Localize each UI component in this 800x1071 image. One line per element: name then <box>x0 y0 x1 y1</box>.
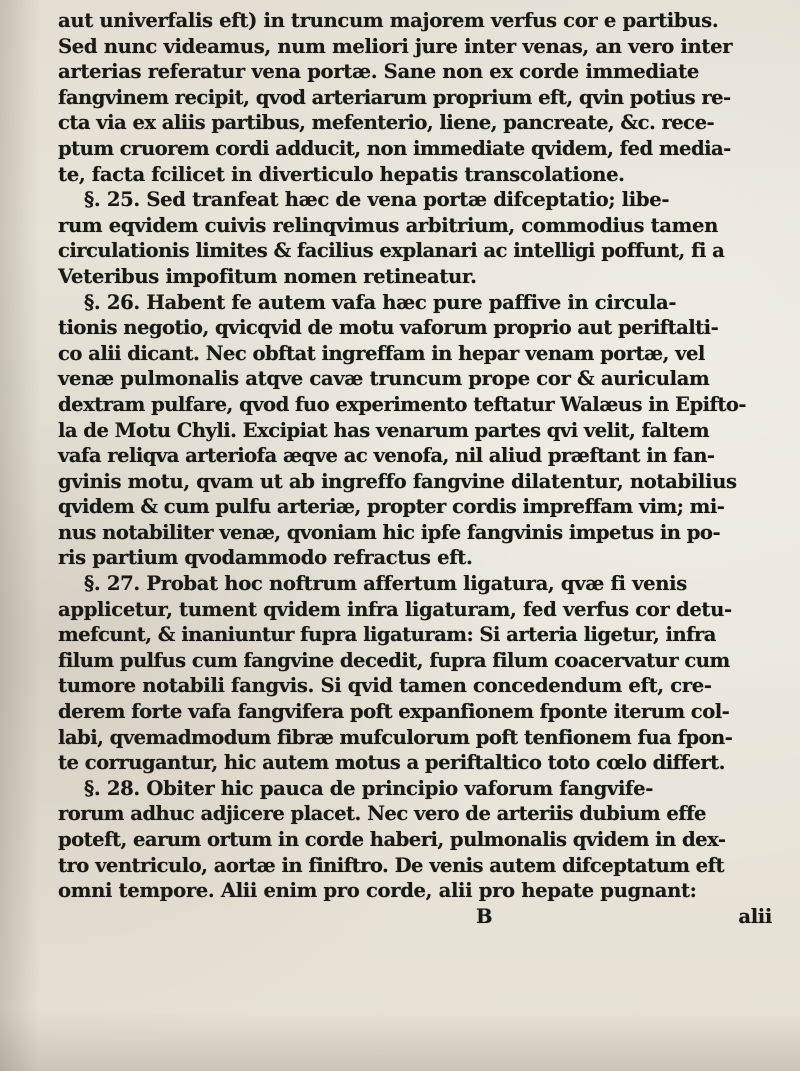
signature-line <box>58 904 780 930</box>
text-line: omni tempore. Alii enim pro corde, alii pro hepate pugnant: <box>58 879 697 903</box>
text-line: ptum cruorem cordi adducit, non immediate qvidem, fed media- <box>58 136 731 160</box>
text-line: co alii dicant. Nec obftat ingreffam in hepar venam portæ, vel <box>58 341 705 365</box>
text-line: tionis negotio, qvicqvid de motu vaforum proprio aut periftalti- <box>58 316 719 340</box>
text-line: qvidem & cum pulfu arteriæ, propter cordis impreffam vim; mi- <box>58 495 725 519</box>
text-line: fangvinem recipit, qvod arteriarum proprium eft, qvin potius re- <box>58 85 731 109</box>
signature-mark: B <box>476 904 493 928</box>
text-line: arterias referatur vena portæ. Sane non ex corde immediate <box>58 60 699 84</box>
text-line: la de Motu Chyli. Excipiat has venarum partes qvi velit, faltem <box>58 418 710 442</box>
text-line: mefcunt, & inaniuntur fupra ligaturam: Si arteria ligetur, infra <box>58 623 716 647</box>
text-line: aut univerfalis eft) in truncum majorem verfus cor e partibus. <box>58 9 719 32</box>
text-line: tumore notabili fangvis. Si qvid tamen concedendum eft, cre- <box>58 674 712 698</box>
page-gutter-shadow <box>0 0 40 1071</box>
text-line: circulationis limites & facilius explanari ac intelligi poffunt, fi a <box>58 239 725 263</box>
text-line: labi, qvemadmodum fibræ mufculorum poft tenfionem fua fpon- <box>58 725 733 749</box>
text-line: nus notabiliter venæ, qvoniam hic ipfe fangvinis impetus in po- <box>58 520 721 544</box>
text-line: tro ventriculo, aortæ in finiftro. De venis autem difceptatum eft <box>58 853 724 877</box>
text-line: poteft, earum ortum in corde haberi, pulmonalis qvidem in dex- <box>58 828 726 851</box>
text-line: rum eqvidem cuivis relinqvimus arbitrium, commodius tamen <box>58 213 719 237</box>
paragraph-start-25: §. 25. Sed tranfeat hæc de vena portæ difceptatio; libe- <box>84 188 670 212</box>
text-line: rorum adhuc adjicere placet. Nec vero de arteriis dubium effe <box>58 802 706 826</box>
text-line: vafa reliqva arteriofa æqve ac venofa, nil aliud præftant in fan- <box>58 444 715 468</box>
paragraph-start-27: §. 27. Probat hoc noftrum affertum ligatura, qvæ fi venis <box>84 572 687 596</box>
text-line: derem forte vafa fangvifera poft expanfionem fponte iterum col- <box>58 700 730 724</box>
text-line: filum pulfus cum fangvine decedit, fupra filum coacervatur cum <box>58 648 730 672</box>
text-line: venæ pulmonalis atqve cavæ truncum prope cor & auriculam <box>58 367 710 391</box>
text-line: Sed nunc videamus, num meliori jure inter venas, an vero inter <box>58 34 733 58</box>
text-line: cta via ex aliis partibus, mefenterio, liene, pancreate, &c. rece- <box>58 111 715 135</box>
page-bottom-shadow <box>0 1011 800 1071</box>
text-line: Veteribus impofitum nomen retineatur. <box>58 264 477 288</box>
text-line: dextram pulfare, qvod fuo experimento teftatur Walæus in Epifto- <box>58 392 746 416</box>
catchword: alii <box>738 904 772 928</box>
text-line: te corrugantur, hic autem motus a periftaltico toto cœlo differt. <box>58 751 725 775</box>
body-text <box>58 8 780 929</box>
text-line: applicetur, tument qvidem infra ligaturam, fed verfus cor detu- <box>58 597 732 621</box>
text-line: gvinis motu, qvam ut ab ingreffo fangvine dilatentur, notabilius <box>58 469 737 493</box>
text-line: te, facta fcilicet in diverticulo hepatis transcolatione. <box>58 162 625 186</box>
text-line: ris partium qvodammodo refractus eft. <box>58 546 473 570</box>
paragraph-start-26: §. 26. Habent fe autem vafa hæc pure paffive in circula- <box>84 290 677 314</box>
paragraph-start-28: §. 28. Obiter hic pauca de principio vaforum fangvife- <box>84 776 654 800</box>
